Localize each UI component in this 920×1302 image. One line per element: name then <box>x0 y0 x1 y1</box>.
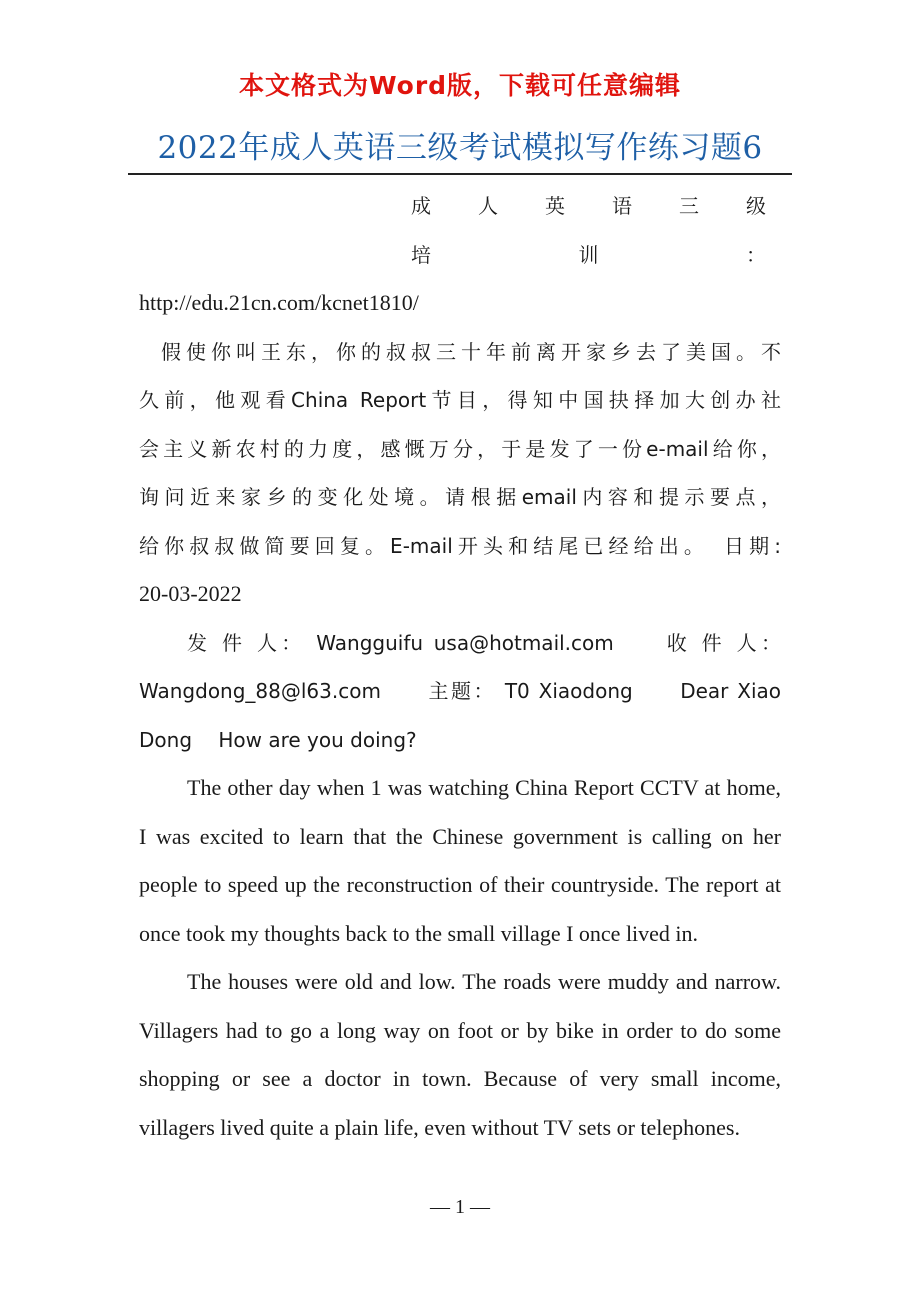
prompt-line-3: 会主义新农村的力度，感慨万分，于是发了一份e-mail给你， <box>139 436 781 461</box>
document-title: 2022年成人英语三级考试模拟写作练习题6 <box>157 130 763 166</box>
format-notice-banner: 本文格式为Word版，下载可任意编辑 <box>238 71 682 100</box>
document-body <box>139 182 781 1152</box>
prompt-line-5: 给你叔叔做简要回复。E-mail开头和结尾已经给出。 日期: <box>139 533 781 558</box>
prompt-line-4: 询问近来家乡的变化处境。请根据email内容和提示要点， <box>139 485 781 509</box>
training-label: 成 人 英 语 三 级 培 训 ： <box>411 194 781 267</box>
prompt-line-1: 假使你叫王东，你的叔叔三十年前离开家乡去了美国。不 <box>161 339 781 364</box>
email-header-line-3: Dong How are you doing? <box>139 727 417 752</box>
prompt-line-2: 久前，他观看China Report节目，得知中国抉择加大创办社 <box>139 388 781 412</box>
title-divider <box>128 173 792 175</box>
letter-paragraph-2: The houses were old and low. The roads were muddy and narrow. Villagers had to go a long way on foot or by bike in order to do some shopping or see a doctor in town. Because of very small income, villagers lived quite a plain life, even without TV sets or telephones. <box>139 969 781 1140</box>
training-url: http://edu.21cn.com/kcnet1810/ <box>139 290 419 315</box>
email-header-line-1: 发 件 人： Wangguifu usa@hotmail.com 收 件 人： <box>187 630 781 655</box>
page-number: — 1 — <box>430 1196 490 1218</box>
email-header-line-2: Wangdong_88@l63.com 主题： T0 Xiaodong Dear Xiao <box>139 679 781 703</box>
letter-paragraph-1: The other day when 1 was watching China Report CCTV at home, I was excited to learn that the Chinese government is calling on her people to speed up the reconstruction of their countryside. The report at once took my thoughts back to the small village I once lived in. <box>139 775 781 946</box>
prompt-date: 20-03-2022 <box>139 581 242 606</box>
